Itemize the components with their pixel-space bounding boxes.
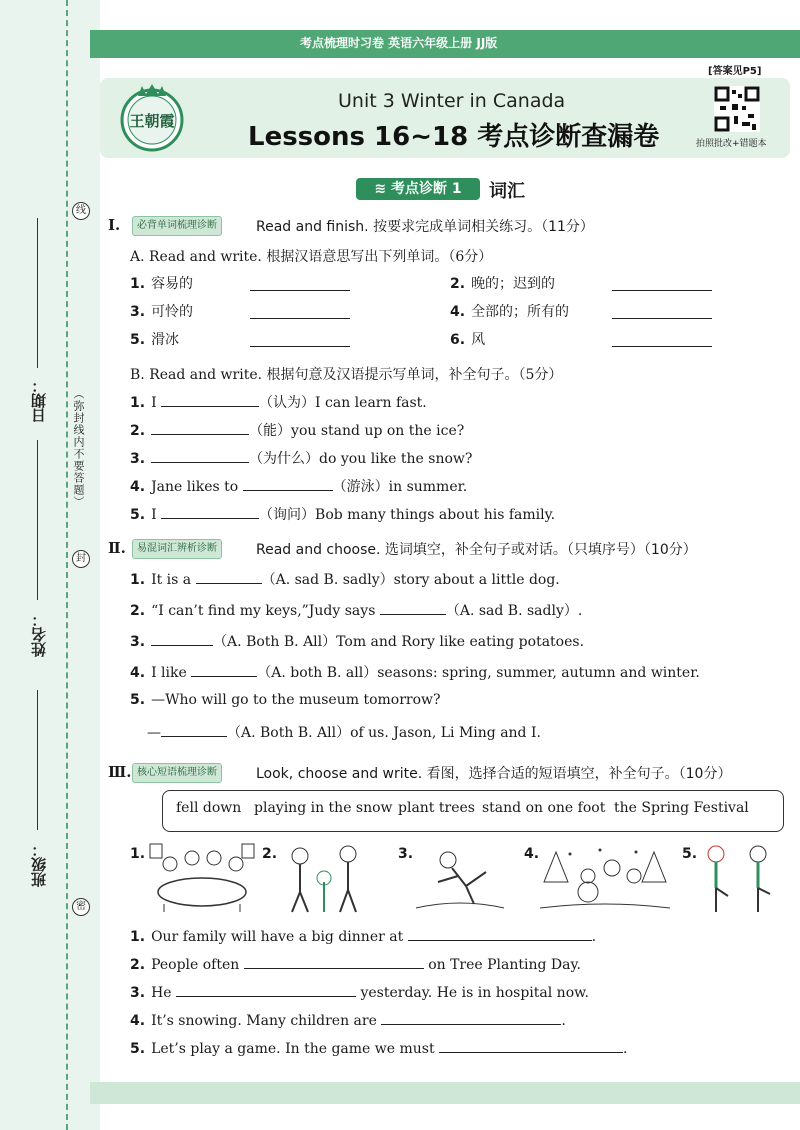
- iii-item-5: 5. Let’s play a game. In the game we must .: [130, 1038, 628, 1057]
- ii-blank-2[interactable]: [380, 600, 446, 615]
- part1-instruction: Read and finish. 按要求完成单词相关练习。（11分）: [256, 219, 594, 235]
- iii-blank-2[interactable]: [244, 954, 424, 969]
- part3-numeral: Ⅲ.: [108, 763, 132, 781]
- a-item-5: 5. 滑冰: [130, 332, 180, 348]
- b-item-5: 5. I （询问）Bob many things about his family.: [130, 504, 555, 524]
- a-item-4: 4. 全部的；所有的: [450, 304, 570, 320]
- lesson-title: Lessons 16~18 考点诊断查漏卷: [248, 122, 660, 152]
- b-blank-1[interactable]: [161, 392, 259, 407]
- pic-number-4: 4.: [524, 846, 540, 862]
- class-line[interactable]: [37, 690, 38, 830]
- name-label: 姓名：: [30, 612, 48, 657]
- pic-number-3: 3.: [398, 846, 414, 862]
- playing-in-snow-picture: [540, 842, 670, 914]
- part1-subA: A. Read and write. 根据汉语意思写出下列单词。（6分）: [130, 249, 493, 265]
- ii-item-1: 1. It is a （A. sad B. sadly）story about a little dog.: [130, 569, 560, 589]
- answer-reference: [答案见P5]: [708, 66, 762, 77]
- ii-blank-5[interactable]: [161, 722, 227, 737]
- plant-trees-picture: [280, 842, 372, 914]
- part2-tag: 易混词汇辨析诊断: [132, 539, 222, 559]
- phrase-4: stand on one foot: [482, 800, 606, 816]
- b-blank-4[interactable]: [243, 476, 333, 491]
- a-blank-6[interactable]: [612, 345, 712, 347]
- b-blank-5[interactable]: [161, 504, 259, 519]
- a-item-3: 3. 可怜的: [130, 304, 194, 320]
- ii-item-5: 5. —Who will go to the museum tomorrow?: [130, 692, 441, 708]
- part1-tag: 必背单词梳理诊断: [132, 216, 222, 236]
- family-dinner-picture: [148, 842, 256, 914]
- part2-instruction: Read and choose. 选词填空，补全句子或对话。（只填序号）（10分）: [256, 542, 697, 558]
- ii-item-3: 3. （A. Both B. All）Tom and Rory like eating potatoes.: [130, 631, 584, 651]
- b-item-2: 2. （能）you stand up on the ice?: [130, 420, 464, 440]
- seal-mark-bottom: 密: [72, 898, 90, 916]
- part1-subB: B. Read and write. 根据句意及汉语提示写单词，补全句子。（5分）: [130, 367, 563, 383]
- b-blank-3[interactable]: [151, 448, 249, 463]
- ii-item-4: 4. I like （A. both B. all）seasons: spring, summer, autumn and winter.: [130, 662, 700, 682]
- section-badge: ≋ 考点诊断 1: [356, 178, 480, 200]
- part3-tag: 核心短语梳理诊断: [132, 763, 222, 783]
- fell-down-picture: [414, 842, 506, 914]
- iii-item-1: 1. Our family will have a big dinner at .: [130, 926, 596, 945]
- pic-number-1: 1.: [130, 846, 146, 862]
- ii-blank-3[interactable]: [151, 631, 213, 646]
- logo-text: 王朝霞: [129, 112, 175, 130]
- a-blank-5[interactable]: [250, 345, 350, 347]
- date-label: 日期：: [30, 378, 48, 423]
- b-blank-2[interactable]: [151, 420, 249, 435]
- a-blank-4[interactable]: [612, 317, 712, 319]
- iii-blank-4[interactable]: [381, 1010, 561, 1025]
- series-title: 考点梳理时习卷 英语六年级上册 JJ版: [300, 36, 498, 50]
- pic-number-2: 2.: [262, 846, 278, 862]
- name-line[interactable]: [37, 440, 38, 600]
- phrase-1: fell down: [176, 800, 242, 816]
- phrase-3: plant trees: [398, 800, 475, 816]
- qr-code-icon[interactable]: [714, 86, 760, 132]
- phrase-5: the Spring Festival: [614, 800, 749, 816]
- ii-item-2: 2. “I can’t find my keys,”Judy says （A. sad B. sadly）.: [130, 600, 582, 620]
- bottom-decoration: [90, 1082, 800, 1104]
- a-blank-3[interactable]: [250, 317, 350, 319]
- ii-item-5-answer: — （A. Both B. All）of us. Jason, Li Ming and I.: [147, 722, 541, 742]
- b-item-1: 1. I （认为）I can learn fast.: [130, 392, 427, 412]
- part1-numeral: Ⅰ.: [108, 216, 121, 234]
- a-item-1: 1. 容易的: [130, 276, 194, 292]
- iii-blank-1[interactable]: [408, 926, 592, 941]
- iii-item-2: 2. People often on Tree Planting Day.: [130, 954, 581, 973]
- a-blank-1[interactable]: [250, 289, 350, 291]
- iii-blank-3[interactable]: [176, 982, 356, 997]
- b-item-4: 4. Jane likes to （游泳）in summer.: [130, 476, 467, 496]
- a-item-6: 6. 风: [450, 332, 486, 348]
- phrase-2: playing in the snow: [254, 800, 393, 816]
- brand-logo: [108, 82, 196, 154]
- pic-number-5: 5.: [682, 846, 698, 862]
- unit-title: Unit 3 Winter in Canada: [338, 90, 566, 112]
- iii-item-3: 3. He yesterday. He is in hospital now.: [130, 982, 589, 1001]
- date-line[interactable]: [37, 218, 38, 368]
- part2-numeral: Ⅱ.: [108, 539, 126, 557]
- b-item-3: 3. （为什么）do you like the snow?: [130, 448, 472, 468]
- class-label: 班级：: [30, 842, 48, 887]
- iii-blank-5[interactable]: [439, 1038, 623, 1053]
- qr-caption: 拍照批改+错题本: [696, 139, 767, 149]
- part3-instruction: Look, choose and write. 看图，选择合适的短语填空，补全句子。（10分）: [256, 766, 732, 782]
- a-item-2: 2. 晚的；迟到的: [450, 276, 556, 292]
- seal-mark-top: 线: [72, 202, 90, 220]
- stand-on-one-foot-picture: [698, 842, 778, 914]
- ii-blank-1[interactable]: [196, 569, 262, 584]
- ii-blank-4[interactable]: [191, 662, 257, 677]
- seal-note: （弥封线内不要答题）: [72, 388, 85, 508]
- iii-item-4: 4. It’s snowing. Many children are .: [130, 1010, 566, 1029]
- seal-mark-mid: 封: [72, 550, 90, 568]
- section-title: 词汇: [489, 181, 525, 202]
- a-blank-2[interactable]: [612, 289, 712, 291]
